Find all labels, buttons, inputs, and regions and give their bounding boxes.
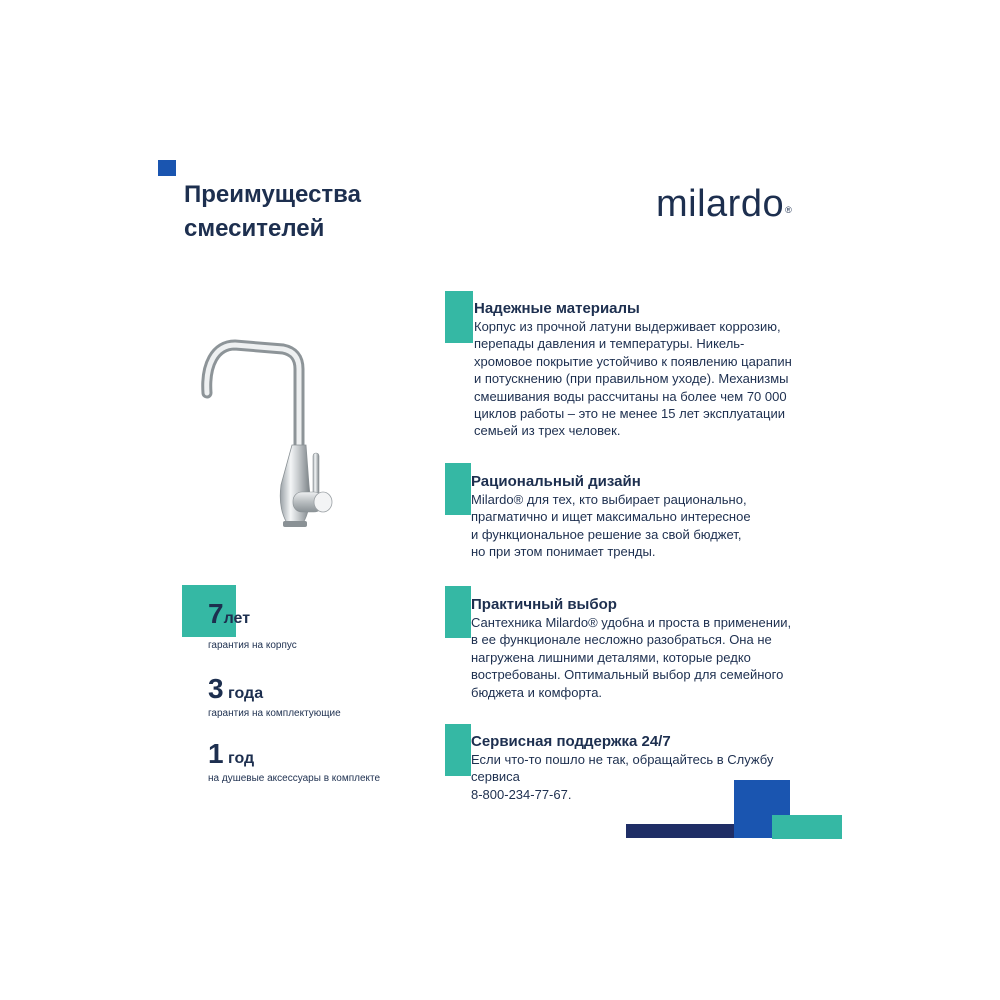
feature-line: и потускнению (при правильном уходе). Механизмы xyxy=(474,371,789,387)
stat-caption: на душевые аксессуары в комплекте xyxy=(208,773,381,784)
stat-unit: года xyxy=(228,685,264,702)
feature-teal-marker xyxy=(445,724,471,776)
stat-caption: гарантия на комплектующие xyxy=(208,708,341,719)
feature-title: Сервисная поддержка 24/7 xyxy=(471,733,671,750)
stat-number: 7 xyxy=(208,598,224,629)
feature-block xyxy=(474,300,844,440)
stat-warranty-parts xyxy=(208,673,263,705)
feature-line: Корпус из прочной латуни выдерживает коррозию, xyxy=(474,319,781,334)
feature-line: но при этом понимает тренды. xyxy=(471,544,656,560)
feature-line: бюджета и комфорта. xyxy=(471,684,603,700)
feature-teal-marker xyxy=(445,291,473,343)
feature-line: циклов работы – это не менее 15 лет эксплуатации xyxy=(474,406,785,422)
stat-warranty-body xyxy=(208,598,250,630)
stat-caption: гарантия на корпус xyxy=(208,640,297,651)
feature-line: в ее функционале несложно разобраться. Она не xyxy=(471,632,772,648)
feature-line: Сантехника Milardo® удобна и проста в применении, xyxy=(471,615,792,630)
feature-line: семьей из трех человек. xyxy=(474,423,621,439)
stat-number: 1 xyxy=(208,738,224,769)
feature-block xyxy=(471,596,841,701)
feature-line: хромовое покрытие устойчиво к появлению царапин xyxy=(474,353,792,369)
feature-teal-marker xyxy=(445,586,471,638)
feature-line: востребованы. Оптимальный выбор для семейного xyxy=(471,667,784,683)
feature-teal-marker xyxy=(445,463,471,515)
feature-line: 8-800-234-77-67. xyxy=(471,786,572,802)
feature-title: Надежные материалы xyxy=(474,300,640,317)
feature-line: Milardo® для тех, кто выбирает рационально, xyxy=(471,492,747,507)
corner-square-decoration xyxy=(158,160,176,176)
feature-line: нагружена лишними деталями, которые редко xyxy=(471,649,751,665)
feature-title: Практичный выбор xyxy=(471,596,617,613)
brand-logo: milardo® xyxy=(656,183,793,225)
feature-block xyxy=(471,473,841,561)
feature-line: перепады давления и температуры. Никель- xyxy=(474,336,745,352)
feature-line: прагматично и ищет максимально интересное xyxy=(471,509,751,525)
feature-line: смешивания воды рассчитаны на более чем 70 000 xyxy=(474,388,787,404)
faucet-image xyxy=(195,335,345,535)
teal-bar-decoration xyxy=(772,815,842,839)
page-title: Преимущества смесителей xyxy=(184,181,361,242)
feature-line: и функциональное решение за свой бюджет, xyxy=(471,526,742,542)
feature-line: Если что-то пошло не так, обращайтесь в Службу xyxy=(471,752,774,767)
stat-warranty-accessories xyxy=(208,738,254,770)
feature-line: сервиса xyxy=(471,769,520,785)
stat-unit: лет xyxy=(223,610,251,627)
stat-number: 3 xyxy=(208,673,224,704)
feature-title: Рациональный дизайн xyxy=(471,473,641,490)
stat-unit: год xyxy=(228,750,255,767)
